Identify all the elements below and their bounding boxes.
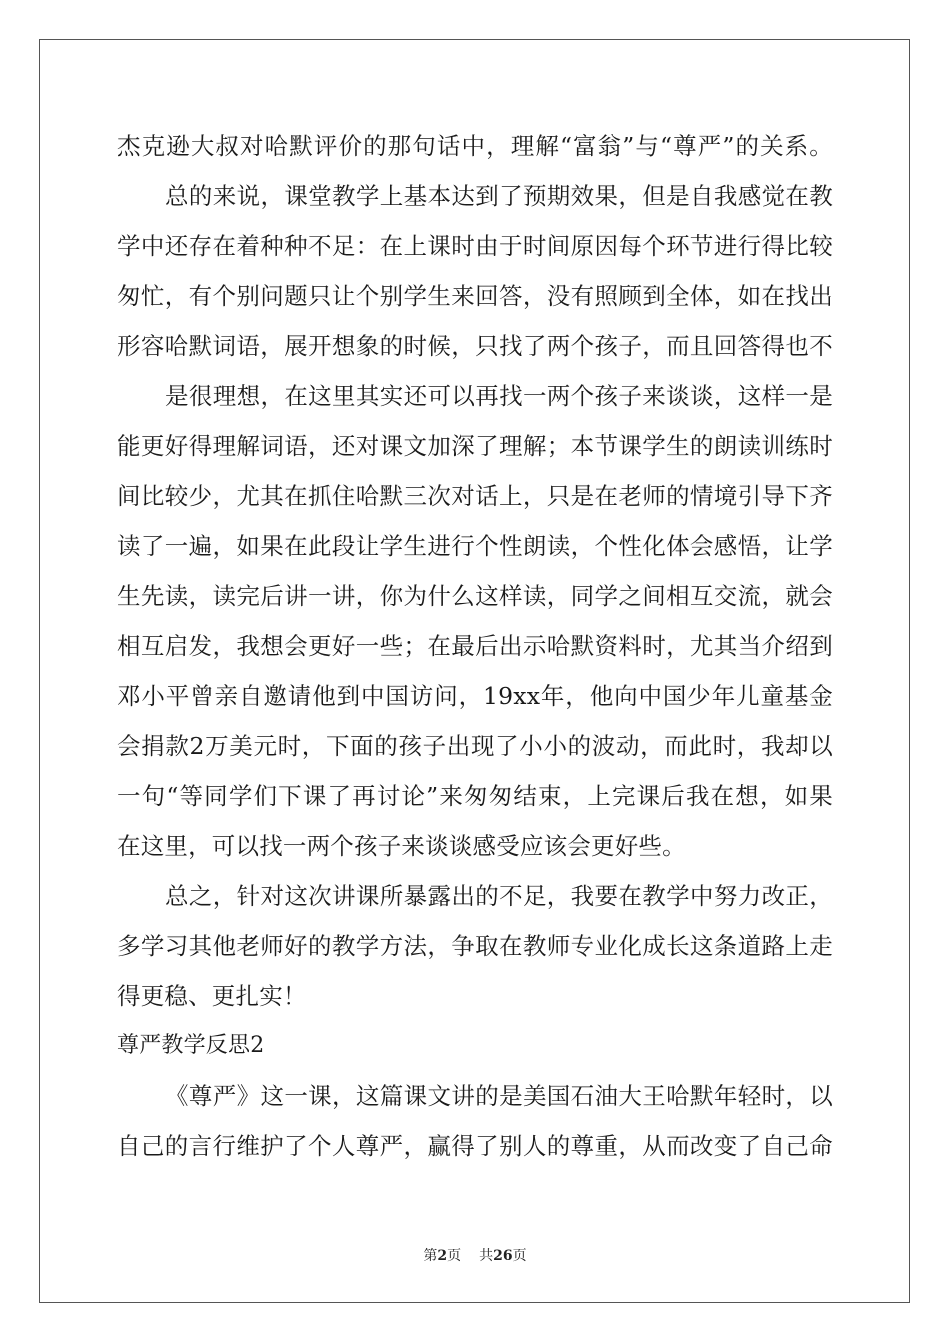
text-line: 总之，针对这次讲课所暴露出的不足，我要在教学中努力改正， [165, 882, 833, 910]
footer-total-unit: 页 [512, 1248, 527, 1264]
text-line: 间比较少，尤其在抓住哈默三次对话上，只是在老师的情境引导下齐 [117, 482, 833, 510]
section-heading: 尊严教学反思2 [117, 1033, 265, 1058]
text-line: 相互启发，我想会更好一些；在最后出示哈默资料时，尤其当介绍到 [117, 632, 833, 660]
text-line: 总的来说，课堂教学上基本达到了预期效果，但是自我感觉在教 [165, 182, 833, 210]
text-line: 学中还存在着种种不足：在上课时由于时间原因每个环节进行得比较 [117, 232, 833, 260]
text-line: 邓小平曾亲自邀请他到中国访问，19xx年，他向中国少年儿童基金 [117, 682, 833, 710]
text-line: 多学习其他老师好的教学方法，争取在教师专业化成长这条道路上走 [117, 932, 833, 960]
text-line: 杰克逊大叔对哈默评价的那句话中，理解“富翁”与“尊严”的关系。 [117, 132, 833, 160]
footer-page-unit: 页 [447, 1248, 462, 1264]
text-line: 匆忙，有个别问题只让个别学生来回答，没有照顾到全体，如在找出 [117, 282, 833, 310]
footer-page-current: 2 [437, 1248, 448, 1264]
text-line: 形容哈默词语，展开想象的时候，只找了两个孩子，而且回答得也不 [117, 332, 833, 360]
text-line: 生先读，读完后讲一讲，你为什么这样读，同学之间相互交流，就会 [117, 582, 833, 610]
footer-page-prefix: 第 [423, 1248, 438, 1264]
page-footer [0, 1245, 950, 1265]
document-body [117, 128, 833, 1178]
text-line: 得更稳、更扎实！ [117, 982, 307, 1010]
footer-page-total: 26 [493, 1248, 513, 1264]
text-line: 是很理想，在这里其实还可以再找一两个孩子来谈谈，这样一是 [165, 382, 833, 410]
text-line: 会捐款2万美元时，下面的孩子出现了小小的波动，而此时，我却以 [117, 732, 833, 760]
text-line: 一句“等同学们下课了再讨论”来匆匆结束，上完课后我在想，如果 [117, 782, 833, 810]
text-line: 自己的言行维护了个人尊严，赢得了别人的尊重，从而改变了自己命 [117, 1132, 833, 1160]
text-line: 在这里，可以找一两个孩子来谈谈感受应该会更好些。 [117, 832, 686, 860]
text-line: 能更好得理解词语，还对课文加深了理解；本节课学生的朗读训练时 [117, 432, 833, 460]
footer-total-prefix: 共 [479, 1248, 494, 1264]
text-line: 《尊严》这一课，这篇课文讲的是美国石油大王哈默年轻时，以 [165, 1082, 833, 1110]
text-line: 读了一遍，如果在此段让学生进行个性朗读，个性化体会感悟，让学 [117, 532, 833, 560]
